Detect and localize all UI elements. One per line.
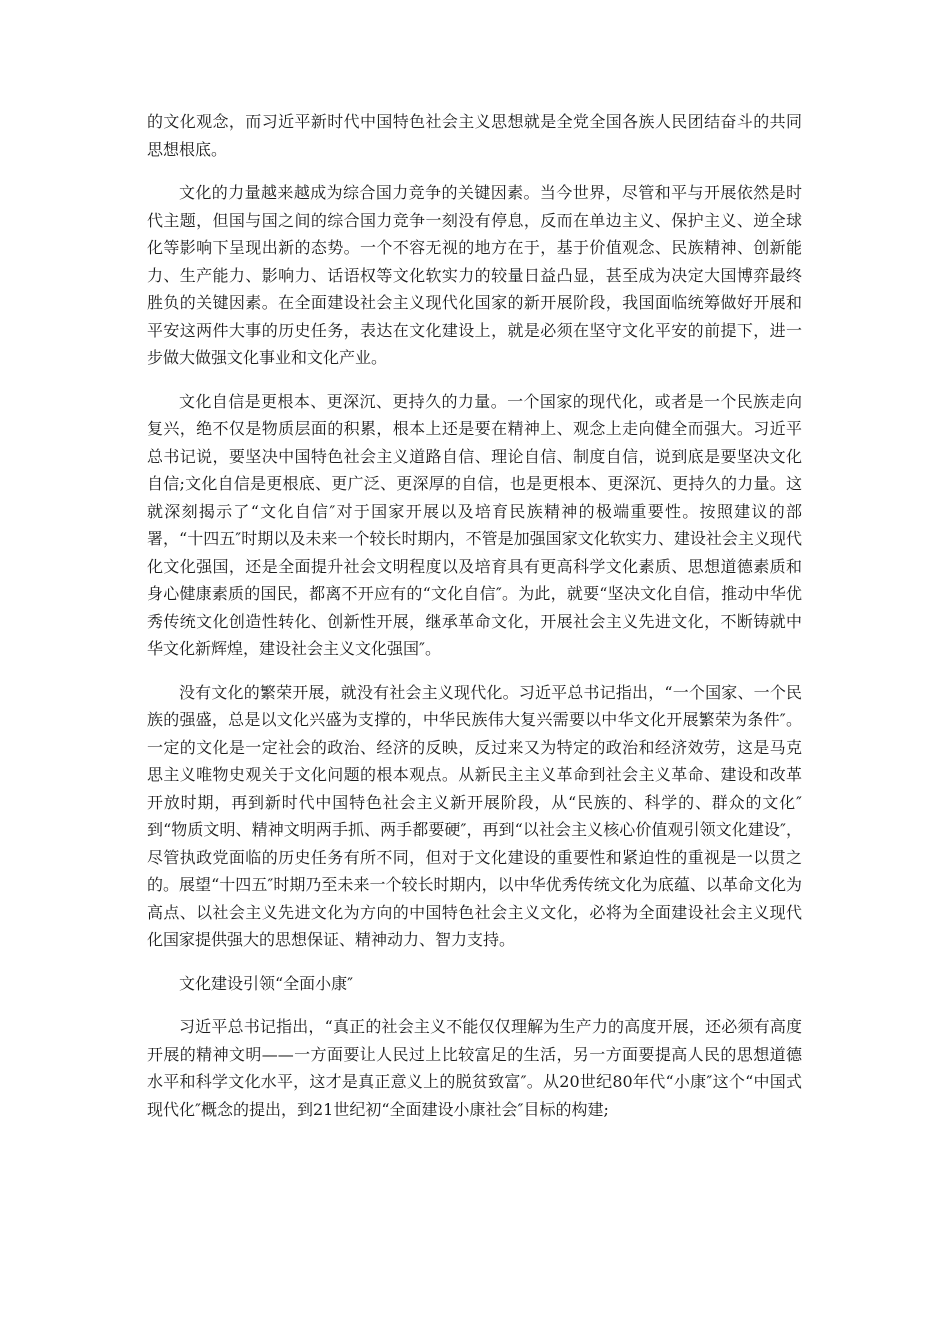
paragraph-cultural-confidence: 文化自信是更根本、更深沉、更持久的力量。一个国家的现代化，或者是一个民族走向复兴，绝不仅是物质层面的积累，根本上还是要在精神上、观念上走向健全而强大。习近平总书记说，要坚决中国特色社会主义道路自信、理论自信、制度自信，说到底是要坚决文化自信;文化自信是更根底、更广泛、更深厚的自信，也是更根本、更深沉、更持久的力量。这就深刻揭示了“文化自信″对于国家开展以及培育民族精神的极端重要性。按照建议的部署，“十四五″时期以及未来一个较长时期内，不管是加强国家文化软实力、建设社会主义现代化文化强国，还是全面提升社会文明程度以及培育具有更高科学文化素质、思想道德素质和身心健康素质的国民，都离不开应有的“文化自信″。为此，就要“坚决文化自信，推动中华优秀传统文化创造性转化、创新性开展，继承革命文化，开展社会主义先进文化，不断铸就中华文化新辉煌，建设社会主义文化强国″。 (147, 391, 802, 658)
paragraph-cultural-prosperity: 没有文化的繁荣开展，就没有社会主义现代化。习近平总书记指出，“一个国家、一个民族的强盛，总是以文化兴盛为支撑的，中华民族伟大复兴需要以中华文化开展繁荣为条件″。一定的文化是一定社会的政治、经济的反映，反过来又为特定的政治和经济效劳，这是马克思主义唯物史观关于文化问题的根本观点。从新民主主义革命到社会主义革命、建设和改革开放时期，再到新时代中国特色社会主义新开展阶段，从“民族的、科学的、群众的文化″到“物质文明、精神文明两手抓、两手都要硬″，再到“以社会主义核心价值观引领文化建设″，尽管执政党面临的历史任务有所不同，但对于文化建设的重要性和紧迫性的重视是一以贯之的。展望“十四五″时期乃至未来一个较长时期内，以中华优秀传统文化为底蕴、以革命文化为高点、以社会主义先进文化为方向的中国特色社会主义文化，必将为全面建设社会主义现代化国家提供强大的思想保证、精神动力、智力支持。 (147, 682, 802, 949)
paragraph-moderate-prosperity: 习近平总书记指出，“真正的社会主义不能仅仅理解为生产力的高度开展，还必须有高度开展的精神文明——一方面要让人民过上比较富足的生活，另一方面要提高人民的思想道德水平和科学文化水平，这才是真正意义上的脱贫致富″。从20世纪80年代“小康″这个“中国式现代化″概念的提出，到21世纪初“全面建设小康社会″目标的构建; (147, 1017, 802, 1119)
section-heading: 文化建设引领“全面小康″ (179, 973, 354, 993)
document-body (147, 108, 802, 1139)
paragraph-cultural-power: 文化的力量越来越成为综合国力竞争的关键因素。当今世界，尽管和平与开展依然是时代主题，但国与国之间的综合国力竞争一刻没有停息，反而在单边主义、保护主义、逆全球化等影响下呈现出新的态势。一个不容无视的地方在于，基于价值观念、民族精神、创新能力、生产能力、影响力、话语权等文化软实力的较量日益凸显，甚至成为决定大国博弈最终胜负的关键因素。在全面建设社会主义现代化国家的新开展阶段，我国面临统筹做好开展和平安这两件大事的历史任务，表达在文化建设上，就是必须在坚守文化平安的前提下，进一步做大做强文化事业和文化产业。 (147, 183, 802, 367)
paragraph-continuation: 的文化观念，而习近平新时代中国特色社会主义思想就是全党全国各族人民团结奋斗的共同思想根底。 (147, 112, 802, 159)
